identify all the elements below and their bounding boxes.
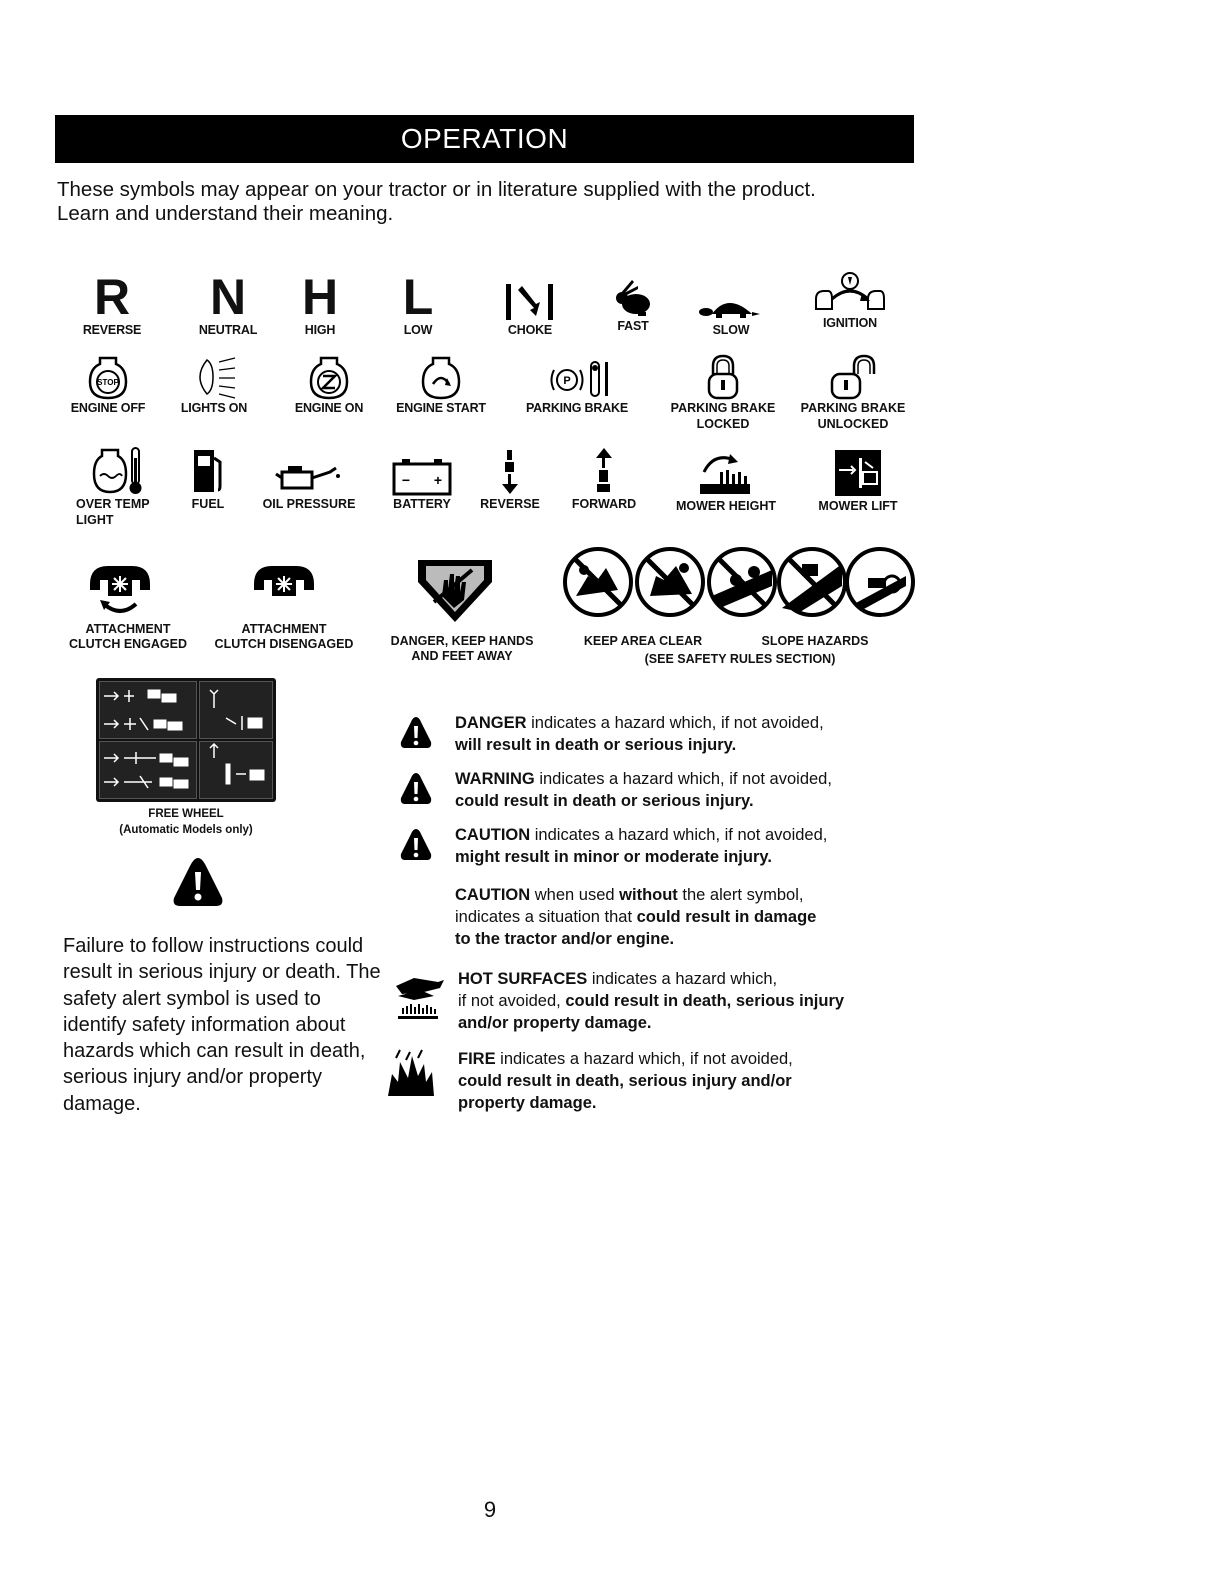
slope-hazard-icon-2	[776, 546, 848, 618]
forward-arrow-label: FORWARD	[571, 497, 637, 511]
forward-arrow-icon	[592, 446, 616, 496]
caution2-bold-2: to the tractor and/or engine.	[455, 930, 675, 948]
fuel-pump-icon	[190, 446, 226, 496]
symbol-neutral	[190, 270, 266, 338]
warning-alert-icon	[400, 772, 432, 806]
high-label: HIGH	[304, 323, 336, 337]
symbol-fast	[605, 268, 661, 334]
intro-line-2: Learn and understand their meaning.	[57, 202, 394, 225]
turtle-icon	[698, 292, 764, 322]
att-disengaged-line-2: CLUTCH DISENGAGED	[214, 637, 354, 651]
danger-hands-line-2: AND FEET AWAY	[411, 649, 513, 663]
hot-surface-icon	[394, 974, 448, 1022]
free-wheel-title: FREE WHEEL	[148, 808, 224, 820]
neutral-letter: N	[209, 269, 247, 325]
hot-surfaces-definition	[400, 968, 900, 1040]
symbol-mower-lift	[808, 444, 908, 514]
caution2-word: CAUTION	[455, 886, 531, 904]
symbol-fuel	[180, 442, 236, 512]
parking-brake-p: P	[563, 375, 571, 387]
engine-off-icon	[86, 354, 130, 400]
high-letter: H	[301, 269, 339, 325]
symbol-high	[295, 270, 345, 338]
danger-alert-icon	[400, 716, 432, 750]
symbol-reverse-arrow	[474, 442, 546, 512]
free-wheel-panel	[96, 678, 276, 802]
fuel-label: FUEL	[191, 497, 225, 511]
slope-hazards-label: SLOPE HAZARDS	[761, 634, 869, 648]
symbol-parking-brake-locked	[662, 350, 784, 432]
symbol-engine-on	[286, 350, 372, 416]
reverse-letter: R	[93, 269, 131, 325]
free-wheel-diagram-icon	[96, 678, 276, 802]
low-letter: L	[402, 269, 434, 325]
mower-height-label: MOWER HEIGHT	[676, 499, 776, 513]
engine-start-icon	[419, 354, 463, 400]
fire-icon	[384, 1048, 442, 1098]
parking-brake-label: PARKING BRAKE	[525, 401, 629, 415]
pb-unlocked-label-2: UNLOCKED	[817, 417, 889, 431]
caution-word: CAUTION	[455, 826, 531, 844]
danger-definition	[400, 712, 900, 762]
pb-locked-label-1: PARKING BRAKE	[670, 401, 776, 415]
att-disengaged-label	[202, 622, 366, 652]
keep-area-clear-icon-2	[634, 546, 706, 618]
clutch-disengaged-icon	[252, 562, 316, 602]
danger-consequence: will result in death or serious injury.	[455, 736, 737, 754]
fire-word: FIRE	[458, 1050, 496, 1068]
hot-consequence-2: and/or property damage.	[458, 1014, 652, 1032]
slope-hazard-icon-1	[706, 546, 778, 618]
danger-hands-label	[378, 634, 546, 664]
symbol-low	[395, 270, 441, 338]
rabbit-icon	[608, 278, 658, 318]
warning-word: WARNING	[455, 770, 535, 788]
caution2-text-b: the alert symbol,	[677, 886, 804, 904]
att-engaged-line-1: ATTACHMENT	[85, 622, 171, 636]
symbol-choke	[500, 270, 560, 338]
caution2-text-c: indicates a situation that	[455, 908, 637, 926]
page-number: 9	[483, 1497, 497, 1522]
symbol-reverse	[82, 270, 142, 338]
symbol-slow	[696, 270, 766, 338]
keep-hands-away-icon	[414, 556, 496, 626]
lights-on-label: LIGHTS ON	[180, 401, 248, 415]
oil-can-icon	[274, 460, 344, 496]
symbol-parking-brake-unlocked	[792, 350, 914, 432]
att-engaged-label	[58, 622, 198, 652]
engine-on-label: ENGINE ON	[294, 401, 364, 415]
caution-text: indicates a hazard which, if not avoided,	[530, 826, 828, 844]
parking-brake-icon	[537, 356, 617, 400]
caution2-without: without	[619, 886, 678, 904]
reverse-label: REVERSE	[82, 323, 142, 337]
hot-consequence-1: could result in death, serious injury	[565, 992, 845, 1010]
neutral-label: NEUTRAL	[198, 323, 258, 337]
fast-label: FAST	[617, 319, 649, 333]
danger-hands-line-1: DANGER, KEEP HANDS	[390, 634, 534, 648]
symbol-battery	[386, 442, 458, 512]
pb-locked-label-2: LOCKED	[696, 417, 750, 431]
engine-start-label: ENGINE START	[396, 401, 486, 415]
lock-open-icon	[828, 354, 878, 400]
caution-consequence: might result in minor or moderate injury.	[455, 848, 772, 866]
symbol-ignition	[810, 265, 890, 331]
att-disengaged-line-1: ATTACHMENT	[241, 622, 327, 636]
see-safety-label: (SEE SAFETY RULES SECTION)	[644, 652, 836, 666]
clutch-engaged-icon	[88, 562, 152, 620]
fire-consequence-1: could result in death, serious injury and/or	[458, 1072, 792, 1090]
mower-lift-icon	[833, 448, 883, 498]
symbol-engine-off	[62, 350, 154, 416]
symbol-engine-start	[386, 350, 496, 416]
slope-hazard-icon-3	[844, 546, 916, 618]
battery-minus: −	[401, 472, 411, 488]
caution-alert-icon	[400, 828, 432, 862]
ignition-icon	[810, 269, 890, 315]
keep-area-clear-icon-1	[562, 546, 634, 618]
free-wheel-sub: (Automatic Models only)	[119, 824, 253, 836]
keep-area-clear-label: KEEP AREA CLEAR	[583, 634, 703, 648]
headlight-icon	[189, 354, 239, 400]
over-temp-label-1: OVER TEMP	[76, 497, 150, 511]
fire-consequence-2: property damage.	[458, 1094, 597, 1112]
hot-text: indicates a hazard which,	[587, 970, 778, 988]
warning-consequence: could result in death or serious injury.	[455, 792, 754, 810]
caution-definition	[400, 824, 900, 874]
mower-lift-label: MOWER LIFT	[818, 499, 898, 513]
pb-unlocked-label-1: PARKING BRAKE	[800, 401, 906, 415]
warning-text: indicates a hazard which, if not avoided,	[534, 770, 832, 788]
intro-line-1: These symbols may appear on your tractor or in literature supplied with the product.	[57, 178, 816, 201]
lock-closed-icon	[705, 354, 741, 400]
low-label: LOW	[403, 323, 433, 337]
safety-alert-icon	[172, 856, 224, 908]
battery-icon	[390, 456, 454, 496]
engine-off-label: ENGINE OFF	[70, 401, 146, 415]
symbol-oil-pressure	[250, 442, 368, 512]
symbol-over-temp	[70, 442, 166, 528]
thermometer-engine-icon	[90, 444, 146, 496]
engine-on-icon	[307, 354, 351, 400]
ignition-label: IGNITION	[823, 316, 877, 330]
caution-no-symbol-definition	[400, 884, 900, 956]
hot-text-2a: if not avoided,	[458, 992, 566, 1010]
free-wheel-label	[96, 806, 276, 838]
fire-definition	[400, 1048, 900, 1120]
engine-off-stop-text: STOP	[97, 378, 119, 387]
fire-text: indicates a hazard which, if not avoided,	[495, 1050, 793, 1068]
symbol-forward-arrow	[564, 442, 644, 512]
over-temp-label-2: LIGHT	[76, 513, 114, 527]
symbol-lights-on	[172, 350, 256, 416]
att-engaged-line-2: CLUTCH ENGAGED	[68, 637, 188, 651]
reverse-arrow-icon	[498, 446, 522, 496]
symbol-mower-height	[668, 444, 784, 514]
intro-text	[57, 178, 937, 226]
choke-icon	[502, 278, 558, 322]
choke-label: CHOKE	[507, 323, 553, 337]
slow-label: SLOW	[712, 323, 750, 337]
symbol-parking-brake	[514, 350, 640, 416]
battery-plus: +	[433, 472, 443, 488]
reverse-arrow-label: REVERSE	[480, 497, 540, 511]
danger-text: indicates a hazard which, if not avoided,	[526, 714, 824, 732]
warning-definition	[400, 768, 900, 818]
hot-word: HOT SURFACES	[458, 970, 588, 988]
battery-label: BATTERY	[393, 497, 451, 511]
section-title-banner: OPERATION	[55, 115, 914, 163]
caution2-text-a: when used	[530, 886, 620, 904]
danger-word: DANGER	[455, 714, 527, 732]
failure-paragraph: Failure to follow instructions could result in serious injury or death. The safety alert symbol is used to identify safety information about hazards which can result in death, serious injury and/or property damage.	[63, 935, 381, 1115]
mower-height-icon	[694, 450, 758, 498]
caution2-bold-1: could result in damage	[636, 908, 817, 926]
oil-pressure-label: OIL PRESSURE	[262, 497, 356, 511]
